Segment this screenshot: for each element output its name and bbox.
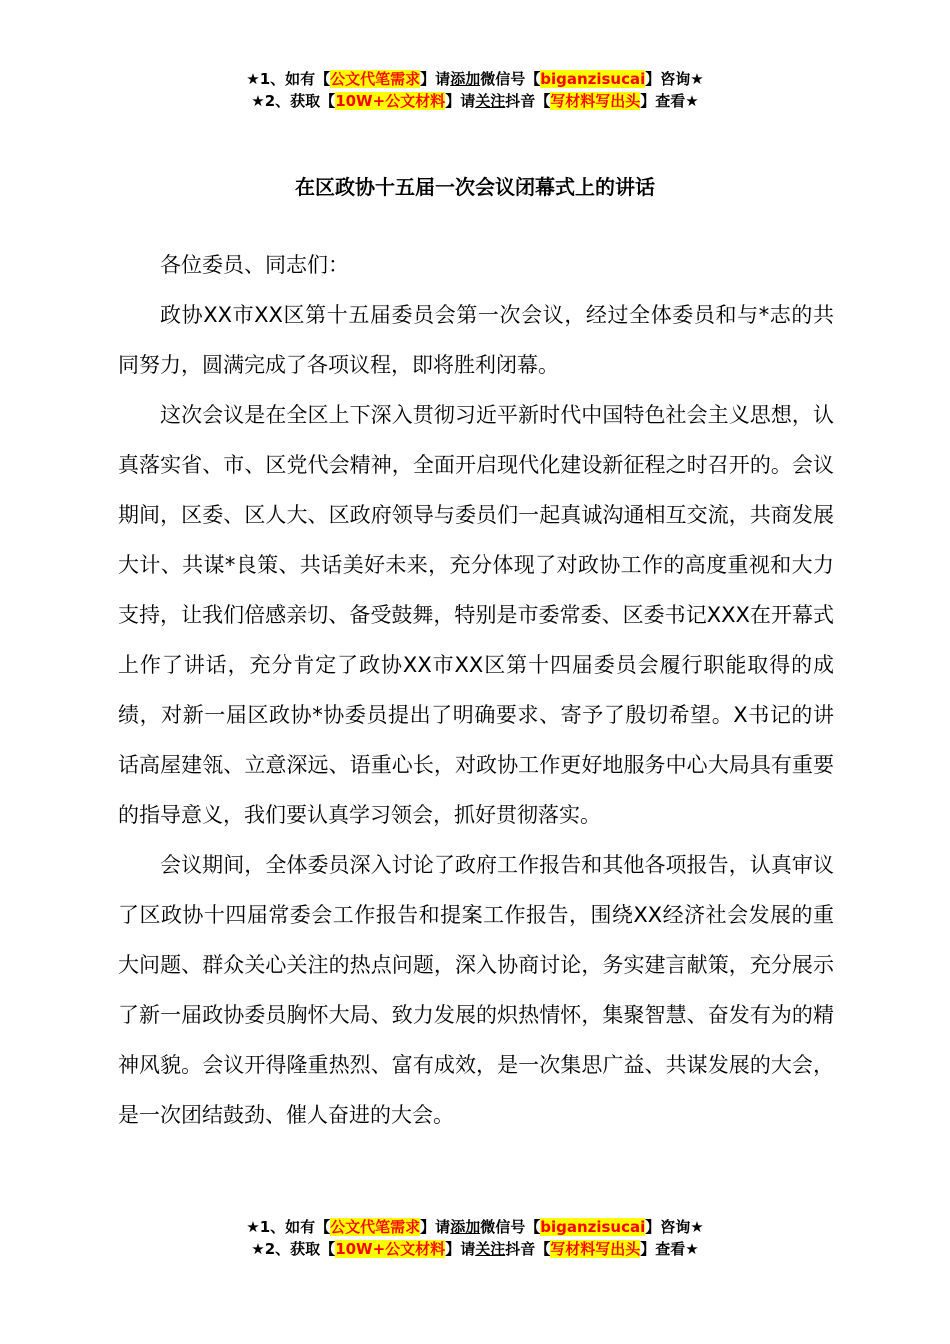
document-title: 在区政协十五届一次会议闭幕式上的讲话	[295, 175, 655, 199]
header-promo-banner	[0, 68, 950, 112]
promo-wechat-id: biganzisucai	[540, 1218, 646, 1236]
promo-text: 】请	[445, 92, 476, 110]
promo-douyin-id: 写材料写出头	[550, 92, 641, 110]
footer-promo-banner	[0, 1216, 950, 1260]
promo-text: 】查看★	[640, 1240, 699, 1258]
promo-underline: 关注	[475, 1240, 506, 1258]
promo-text: 微信号【	[480, 1218, 541, 1236]
promo-text: ★2、获取【	[251, 92, 336, 110]
promo-underline: 关注	[475, 92, 506, 110]
promo-text: 】查看★	[640, 92, 699, 110]
promo-text: 抖音【	[505, 92, 551, 110]
promo-line-2	[0, 1238, 950, 1260]
promo-text: ★1、如有【	[246, 70, 331, 88]
promo-wechat-id: biganzisucai	[540, 70, 646, 88]
promo-text: 】咨询★	[645, 1218, 704, 1236]
promo-text: 】咨询★	[645, 70, 704, 88]
salutation: 各位委员、同志们：	[160, 253, 349, 277]
promo-douyin-id: 写材料写出头	[550, 1240, 641, 1258]
promo-text: 抖音【	[505, 1240, 551, 1258]
promo-highlight: 公文代笔需求	[330, 70, 421, 88]
promo-line-2	[0, 90, 950, 112]
promo-underline: 添加	[450, 70, 481, 88]
promo-text: 】请	[420, 1218, 451, 1236]
body-paragraph: 会议期间，全体委员深入讨论了政府工作报告和其他各项报告，认真审议了区政协十四届常委会工作报告和提案工作报告，围绕XX经济社会发展的重大问题、群众关心关注的热点问题，深入协商讨论，务实建言献策，充分展示了新一届政协委员胸怀大局、致力发展的炽热情怀，集聚智慧、奋发有为的精神风貌。会议开得隆重热烈、富有成效，是一次集思广益、共谋发展的大会，是一次团结鼓劲、催人奋进的大会。	[118, 853, 834, 1127]
promo-underline: 添加	[450, 1218, 481, 1236]
body-paragraph: 这次会议是在全区上下深入贯彻习近平新时代中国特色社会主义思想，认真落实省、市、区党代会精神，全面开启现代化建设新征程之时召开的。会议期间，区委、区人大、区政府领导与委员们一起真诚沟通相互交流，共商发展大计、共谋*良策、共话美好未来，充分体现了对政协工作的高度重视和大力支持，让我们倍感亲切、备受鼓舞，特别是市委常委、区委书记XXX在开幕式上作了讲话，充分肯定了政协XX市XX区第十四届委员会履行职能取得的成绩，对新一届区政协*协委员提出了明确要求、寄予了殷切希望。X书记的讲话高屋建瓴、立意深远、语重心长，对政协工作更好地服务中心大局具有重要的指导意义，我们要认真学习领会，抓好贯彻落实。	[118, 403, 834, 827]
promo-line-1	[0, 68, 950, 90]
promo-highlight: 10W+公文材料	[335, 1240, 446, 1258]
promo-text: ★1、如有【	[246, 1218, 331, 1236]
promo-text: 】请	[445, 1240, 476, 1258]
promo-highlight: 公文代笔需求	[330, 1218, 421, 1236]
promo-text: 】请	[420, 70, 451, 88]
document-body	[118, 240, 834, 1140]
body-paragraph: 政协XX市XX区第十五届委员会第一次会议，经过全体委员和与*志的共同努力，圆满完成了各项议程，即将胜利闭幕。	[118, 303, 834, 377]
promo-text: ★2、获取【	[251, 1240, 336, 1258]
promo-line-1	[0, 1216, 950, 1238]
promo-highlight: 10W+公文材料	[335, 92, 446, 110]
promo-text: 微信号【	[480, 70, 541, 88]
